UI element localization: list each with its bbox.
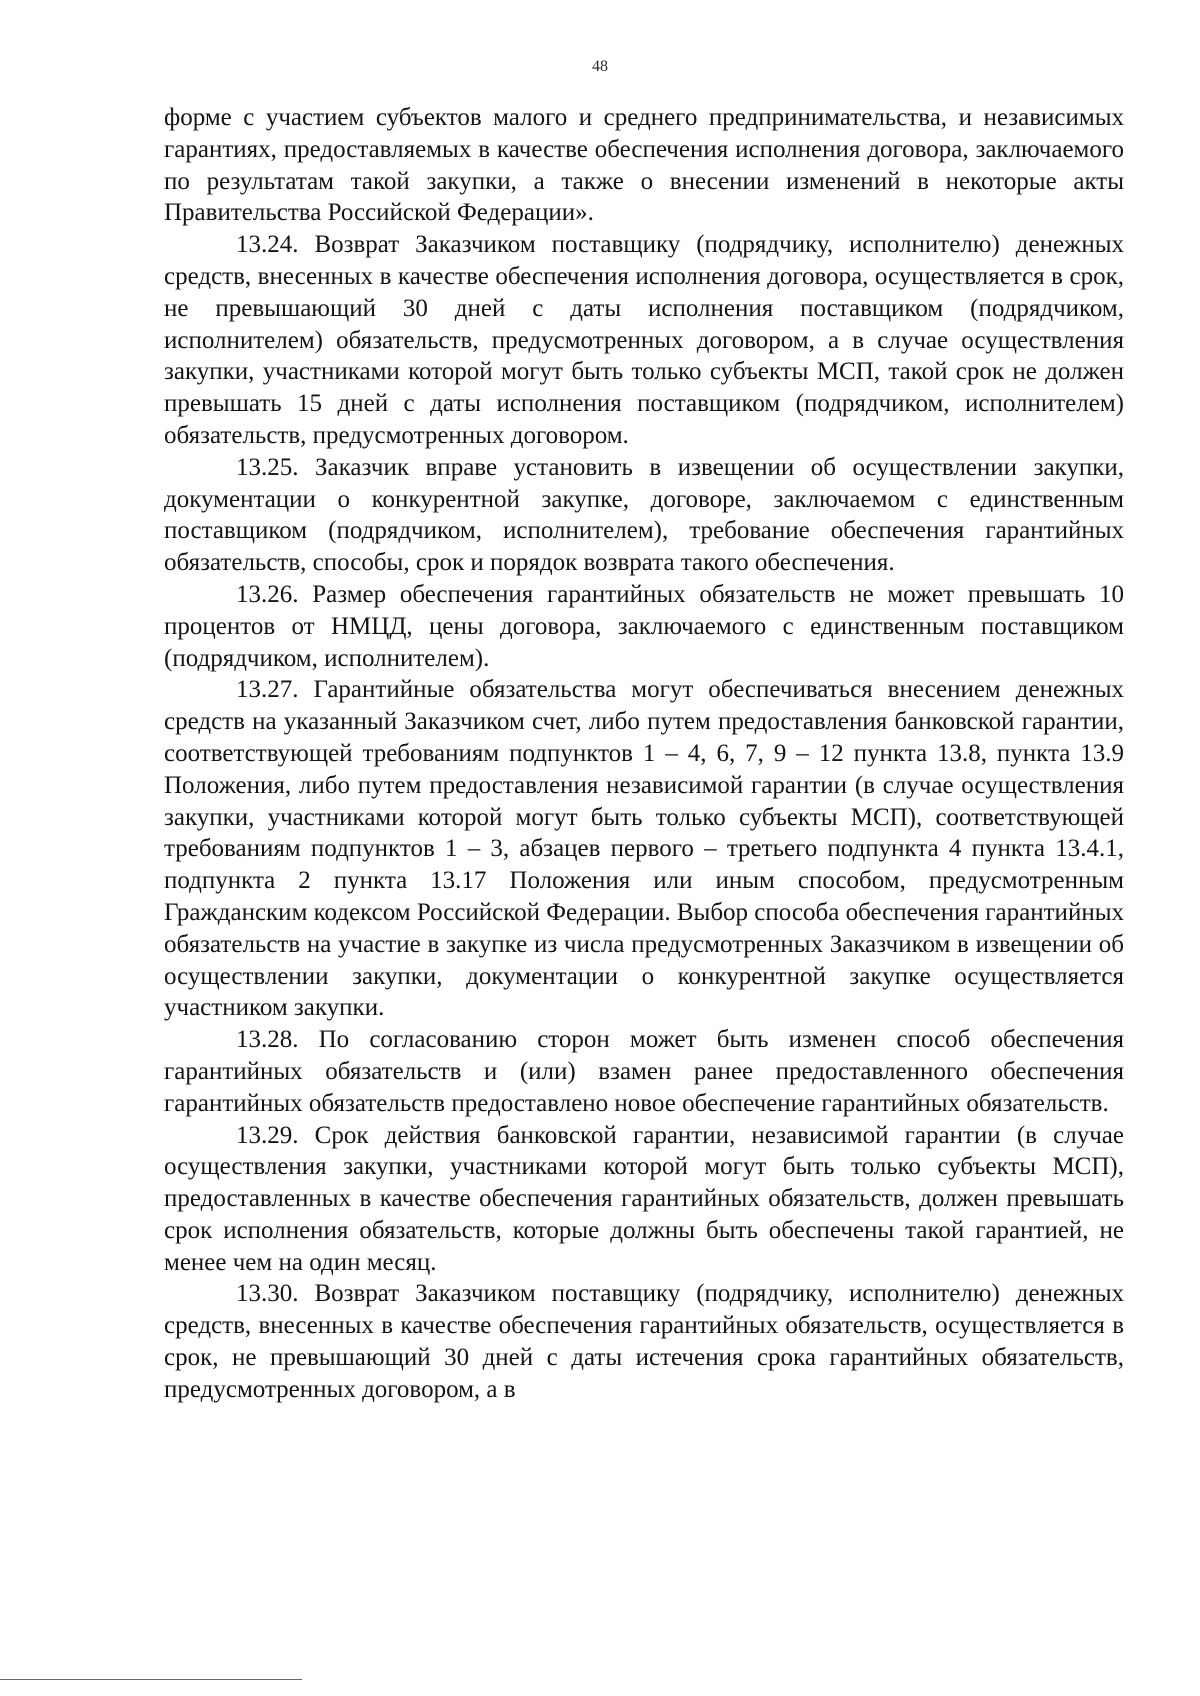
- paragraph-13-27: 13.27. Гарантийные обязательства могут обеспечиваться внесением денежных средств на указанный Заказчиком счет, либо путем предоставления банковской гарантии, соответствующей требованиям подпунктов 1 – 4, 6, 7, 9 – 12 пункта 13.8, пункта 13.9 Положения, либо путем предоставления независимой гарантии (в случае осуществления закупки, участниками которой могут быть только субъекты МСП), соответствующей требованиям подпунктов 1 – 3, абзацев первого – третьего подпункта 4 пункта 13.4.1, подпункта 2 пункта 13.17 Положения или иным способом, предусмотренным Гражданским кодексом Российской Федерации. Выбор способа обеспечения гарантийных обязательств на участие в закупке из числа предусмотренных Заказчиком в извещении об осуществлении закупки, документации о конкурентной закупке осуществляется участником закупки.: [164, 676, 1124, 1022]
- paragraph-13-24: 13.24. Возврат Заказчиком поставщику (подрядчику, исполнителю) денежных средств, внесенных в качестве обеспечения исполнения договора, осуществляется в срок, не превышающий 30 дней с даты исполнения поставщиком (подрядчиком, исполнителем) обязательств, предусмотренных договором, а в случае осуществления закупки, участниками которой могут быть только субъекты МСП, такой срок не должен превышать 15 дней с даты исполнения поставщиком (подрядчиком, исполнителем) обязательств, предусмотренных договором.: [164, 231, 1124, 449]
- document-body: [164, 102, 1124, 1406]
- page-number: 48: [592, 58, 608, 75]
- paragraph-13-26: 13.26. Размер обеспечения гарантийных обязательств не может превышать 10 процентов от НМЦД, цены договора, заключаемого с единственным поставщиком (подрядчиком, исполнителем).: [164, 580, 1124, 672]
- paragraph-13-25: 13.25. Заказчик вправе установить в извещении об осуществлении закупки, документации о конкурентной закупке, договоре, заключаемом с единственным поставщиком (подрядчиком, исполнителем), требование обеспечения гарантийных обязательств, способы, срок и порядок возврата такого обеспечения.: [164, 453, 1124, 577]
- paragraph-continuation: форме с участием субъектов малого и среднего предпринимательства, и независимых гарантиях, предоставляемых в качестве обеспечения исполнения договора, заключаемого по результатам такой закупки, а также о внесении изменений в некоторые акты Правительства Российской Федерации».: [164, 104, 1124, 227]
- footer-rule: [0, 1679, 302, 1680]
- paragraph-13-29: 13.29. Срок действия банковской гарантии, независимой гарантии (в случае осуществления закупки, участниками которой могут быть только субъекты МСП), предоставленных в качестве обеспечения гарантийных обязательств, должен превышать срок исполнения обязательств, которые должны быть обеспечены такой гарантией, не менее чем на один месяц.: [164, 1121, 1124, 1276]
- paragraph-13-28: 13.28. По согласованию сторон может быть изменен способ обеспечения гарантийных обязательств и (или) взамен ранее предоставленного обеспечения гарантийных обязательств предоставлено новое обеспечение гарантийных обязательств.: [164, 1026, 1124, 1117]
- paragraph-13-30: 13.30. Возврат Заказчиком поставщику (подрядчику, исполнителю) денежных средств, внесенных в качестве обеспечения гарантийных обязательств, осуществляется в срок, не превышающий 30 дней с даты истечения срока гарантийных обязательств, предусмотренных договором, а в: [164, 1280, 1124, 1403]
